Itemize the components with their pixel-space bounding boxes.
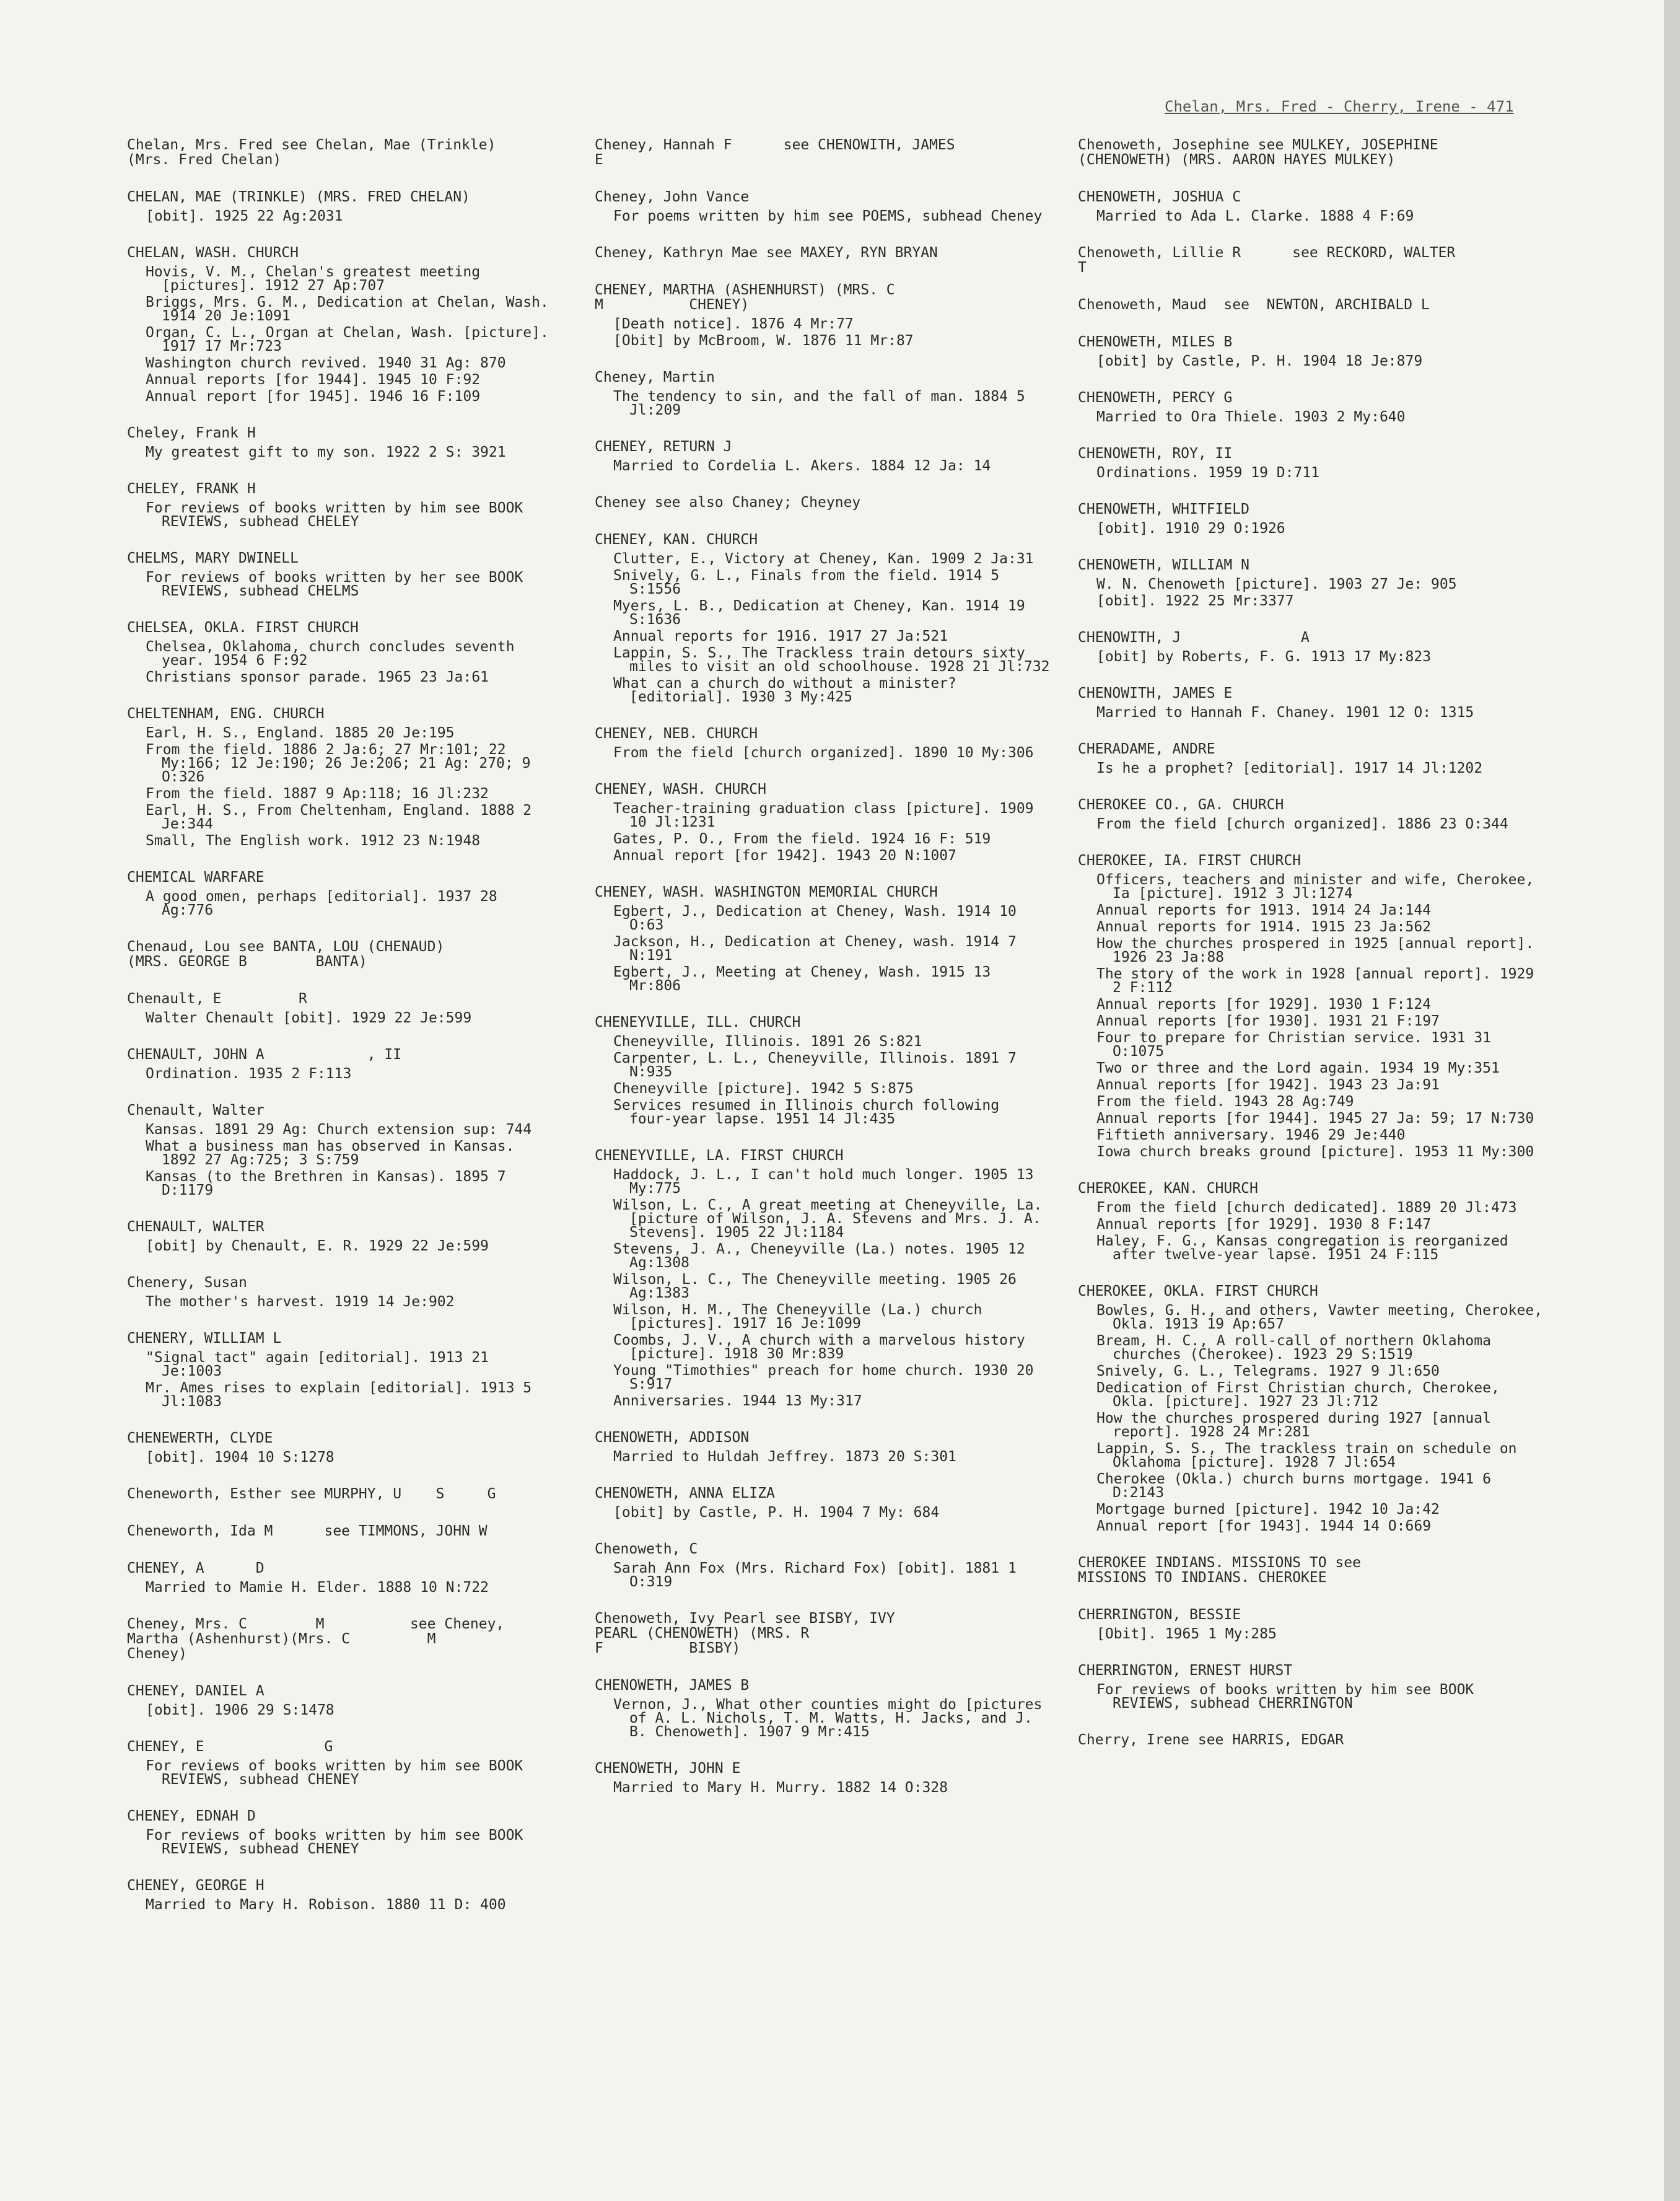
index-entry: [127, 939, 554, 969]
index-entry: [595, 439, 1050, 473]
index-entry: [595, 726, 1050, 760]
entry-citation: From the field. 1887 9 Ap:118; 16 Jl:232: [146, 786, 489, 802]
index-entry: [1078, 630, 1549, 664]
entry-citation: Married to Cordelia L. Akers. 1884 12 Ja: 14: [613, 458, 991, 474]
index-entry: [127, 426, 554, 459]
index-entry: [595, 138, 1050, 167]
entry-heading: Chenaud, Lou see BANTA, LOU (CHENAUD) (MRS. GEORGE B BANTA): [127, 939, 445, 970]
index-entry: [127, 190, 554, 223]
entry-citation: Iowa church breaks ground [picture]. 1953 11 My:300: [1096, 1144, 1534, 1160]
entry-citation: Kansas. 1891 29 Ag: Church extension sup: 744: [146, 1122, 532, 1138]
entry-citation: Married to Mamie H. Elder. 1888 10 N:722: [146, 1579, 489, 1596]
column-3: [1078, 138, 1549, 1770]
entry-heading: CHENOWETH, PERCY G: [1078, 390, 1233, 406]
entry-citation: For reviews of books written by him see BOOK REVIEWS, subhead CHERRINGTON: [1096, 1682, 1483, 1711]
entry-citation: Clutter, E., Victory at Cheney, Kan. 1909 2 Ja:31: [613, 551, 1034, 567]
entry-heading: Cherry, Irene see HARRIS, EDGAR: [1078, 1732, 1344, 1748]
index-entry: [127, 1275, 554, 1309]
entry-citation: The mother's harvest. 1919 14 Je:902: [146, 1294, 455, 1310]
entry-citation: For reviews of books written by him see BOOK REVIEWS, subhead CHELEY: [146, 500, 532, 530]
index-entry: [595, 495, 1050, 510]
entry-heading: CHENOWETH, JOSHUA C: [1078, 189, 1241, 205]
entry-citation: Bowles, G. H., and others, Vawter meeting, Cherokee, Okla. 1913 19 Ap:657: [1096, 1303, 1551, 1332]
entry-heading: CHELEY, FRANK H: [127, 481, 256, 497]
entry-citation: Annual report [for 1942]. 1943 20 N:1007: [613, 848, 956, 864]
entry-citation: Cheneyville [picture]. 1942 5 S:875: [613, 1081, 914, 1097]
entry-citation: For poems written by him see POEMS, subhead Cheney: [613, 208, 1043, 224]
index-entry: [127, 870, 554, 917]
entry-heading: CHEROKEE, KAN. CHURCH: [1078, 1180, 1258, 1197]
entry-heading: CHEROKEE INDIANS. MISSIONS TO see MISSIONS TO INDIANS. CHEROKEE: [1078, 1555, 1361, 1586]
entry-citation: From the field [church organized]. 1890 10 My:306: [613, 745, 1034, 761]
entry-citation: Hovis, V. M., Chelan's greatest meeting [pictures]. 1912 27 Ap:707: [146, 264, 489, 294]
entry-citation: For reviews of books written by him see BOOK REVIEWS, subhead CHENEY: [146, 1758, 532, 1788]
index-entry: [595, 782, 1050, 863]
entry-heading: Cheneworth, Esther see MURPHY, U S G: [127, 1486, 496, 1502]
entry-heading: CHENEY, RETURN J: [595, 439, 732, 455]
index-entry: [127, 245, 558, 405]
entry-citation: [obit] by Castle, P. H. 1904 7 My: 684: [613, 1505, 940, 1521]
entry-citation: Snively, G. L., Telegrams. 1927 9 Jl:650: [1096, 1363, 1440, 1379]
entry-citation: Vernon, J., What other counties might do [pictures of A. L. Nichols, T. M. Watts, H. Jacks, and J. B. Chenoweth]. 1907 9 Mr:415: [613, 1697, 1051, 1740]
entry-citation: Annual reports [for 1929]. 1930 1 F:124: [1096, 996, 1432, 1013]
entry-heading: CHERADAME, ANDRE: [1078, 741, 1215, 757]
entry-heading: CHENOWETH, JOHN E: [595, 1760, 741, 1777]
entry-citation: Annual reports [for 1942]. 1943 23 Ja:91: [1096, 1077, 1440, 1093]
entry-heading: CHELTENHAM, ENG. CHURCH: [127, 706, 325, 722]
entry-citation: From the field [church organized]. 1886 23 O:344: [1096, 816, 1508, 832]
entry-citation: How the churches prospered during 1927 [annual report]. 1928 24 Mr:281: [1096, 1410, 1500, 1440]
entry-heading: CHENEWERTH, CLYDE: [127, 1430, 273, 1446]
column-2: [595, 138, 1050, 1817]
index-entry: [127, 1103, 554, 1197]
entry-heading: CHENOWITH, JAMES E: [1078, 685, 1233, 701]
index-entry: [1078, 446, 1549, 480]
entry-citation: Teacher-training graduation class [picture]. 1909 10 Jl:1231: [613, 801, 1043, 830]
entry-heading: CHENERY, WILLIAM L: [127, 1330, 282, 1347]
entry-heading: CHEROKEE, OKLA. FIRST CHURCH: [1078, 1283, 1318, 1299]
index-entry: [595, 1148, 1050, 1408]
index-entry: [595, 532, 1050, 704]
entry-citation: From the field. 1943 28 Ag:749: [1096, 1094, 1354, 1110]
entry-heading: Chenoweth, Maud see NEWTON, ARCHIBALD L: [1078, 297, 1430, 313]
index-entry: [127, 991, 554, 1025]
entry-citation: [obit] by Castle, P. H. 1904 18 Je:879: [1096, 353, 1423, 369]
index-entry: [595, 190, 1050, 223]
entry-citation: Mr. Ames rises to explain [editorial]. 1913 5 Jl:1083: [146, 1380, 540, 1410]
index-entry: [1078, 1555, 1549, 1585]
entry-heading: CHENEYVILLE, LA. FIRST CHURCH: [595, 1148, 844, 1164]
page-header: Chelan, Mrs. Fred - Cherry, Irene - 471: [1165, 98, 1514, 115]
index-entry: [1078, 297, 1549, 312]
entry-citation: Married to Ada L. Clarke. 1888 4 F:69: [1096, 208, 1414, 224]
entry-citation: Married to Mary H. Robison. 1880 11 D: 400: [146, 1897, 506, 1913]
entry-citation: Wilson, H. M., The Cheneyville (La.) church [pictures]. 1917 16 Je:1099: [613, 1302, 991, 1332]
entry-heading: CHENEY, DANIEL A: [127, 1683, 265, 1699]
index-entry: [595, 283, 1050, 348]
entry-citation: Young "Timothies" preach for home church. 1930 20 S:917: [613, 1363, 1043, 1392]
index-entry: [127, 138, 554, 167]
index-entry: [595, 245, 1050, 260]
entry-citation: Egbert, J., Meeting at Cheney, Wash. 1915 13 Mr:806: [613, 964, 1000, 994]
entry-heading: CHENEY, WASH. WASHINGTON MEMORIAL CHURCH: [595, 884, 938, 900]
index-entry: [595, 1486, 1050, 1519]
entry-citation: W. N. Chenoweth [picture]. 1903 27 Je: 905: [1096, 576, 1457, 592]
index-entry: [1078, 742, 1549, 775]
index-entry: [1078, 190, 1549, 223]
entry-heading: Chenoweth, Lillie R see RECKORD, WALTER T: [1078, 245, 1456, 276]
entry-citation: Organ, C. L., Organ at Chelan, Wash. [picture]. 1917 17 Mr:723: [146, 325, 558, 354]
entry-citation: Four to prepare for Christian service. 1931 31 O:1075: [1096, 1030, 1500, 1060]
entry-heading: Cheney, Mrs. C M see Cheney, Martha (Ashenhurst)(Mrs. C M Cheney): [127, 1616, 505, 1662]
entry-heading: Chenoweth, C: [595, 1541, 698, 1557]
entry-citation: Jackson, H., Dedication at Cheney, wash. 1914 7 N:191: [613, 934, 1025, 964]
index-entry: [127, 1047, 554, 1081]
entry-citation: For reviews of books written by her see BOOK REVIEWS, subhead CHELMS: [146, 569, 532, 599]
entry-heading: CHELAN, WASH. CHURCH: [127, 245, 299, 261]
index-entry: [127, 1219, 554, 1253]
entry-heading: CHENOWETH, WILLIAM N: [1078, 557, 1249, 573]
entry-citation: Annual reports [for 1944]. 1945 27 Ja: 59; 17 N:730: [1096, 1110, 1534, 1127]
entry-citation: Kansas (to the Brethren in Kansas). 1895 7 D:1179: [146, 1169, 515, 1198]
entry-heading: Chelan, Mrs. Fred see Chelan, Mae (Trinkle) (Mrs. Fred Chelan): [127, 137, 496, 168]
entry-citation: Annual reports [for 1944]. 1945 10 F:92: [146, 372, 481, 388]
entry-citation: [Obit] by McBroom, W. 1876 11 Mr:87: [613, 333, 914, 349]
entry-citation: Married to Mary H. Murry. 1882 14 O:328: [613, 1780, 948, 1796]
entry-heading: Cheney, John Vance: [595, 189, 750, 205]
entry-citation: Carpenter, L. L., Cheneyville, Illinois. 1891 7 N:935: [613, 1050, 1025, 1080]
index-entry: [127, 706, 554, 848]
index-entry: [127, 1878, 554, 1912]
index-entry: [127, 1331, 554, 1408]
entry-heading: Chenoweth, Ivy Pearl see BISBY, IVY PEARL (CHENOWETH) (MRS. R F BISBY): [595, 1610, 895, 1656]
entry-heading: CHENAULT, WALTER: [127, 1219, 265, 1235]
entry-heading: Chenault, Walter: [127, 1102, 265, 1118]
entry-citation: Annual reports for 1913. 1914 24 Ja:144: [1096, 902, 1432, 918]
entry-citation: [Obit]. 1965 1 My:285: [1096, 1626, 1277, 1642]
entry-citation: Wilson, L. C., A great meeting at Cheneyville, La. [picture of Wilson, J. A. Stevens and Mrs. J. A. Stevens]. 1905 22 Jl:1184: [613, 1197, 1051, 1241]
index-entry: [595, 1761, 1050, 1795]
entry-citation: Fiftieth anniversary. 1946 29 Je:440: [1096, 1127, 1406, 1143]
entry-citation: Anniversaries. 1944 13 My:317: [613, 1393, 862, 1409]
index-entry: [595, 370, 1050, 417]
index-entry: [1078, 1284, 1549, 1533]
index-entry: [127, 1487, 554, 1501]
entry-heading: CHENOWETH, ANNA ELIZA: [595, 1485, 775, 1501]
entry-citation: Is he a prophet? [editorial]. 1917 14 Jl:1202: [1096, 760, 1483, 776]
entry-heading: Cheley, Frank H: [127, 425, 256, 441]
index-entry: [1078, 1733, 1549, 1747]
entry-heading: Chenault, E R: [127, 991, 307, 1007]
entry-citation: Christians sponsor parade. 1965 23 Ja:61: [146, 669, 489, 685]
entry-citation: From the field [church dedicated]. 1889 20 Jl:473: [1096, 1200, 1517, 1216]
entry-heading: CHENEY, MARTHA (ASHENHURST) (MRS. C M CHENEY): [595, 282, 895, 313]
index-entry: [595, 1542, 1050, 1589]
entry-citation: Annual reports [for 1930]. 1931 21 F:197: [1096, 1013, 1440, 1029]
entry-citation: Cheneyville, Illinois. 1891 26 S:821: [613, 1034, 922, 1050]
index-entry: [1078, 335, 1549, 368]
entry-citation: Myers, L. B., Dedication at Cheney, Kan. 1914 19 S:1636: [613, 598, 1034, 628]
entry-citation: Lappin, S. S., The trackless train on schedule on Oklahoma [picture]. 1928 7 Jl:654: [1096, 1441, 1526, 1470]
index-entry: [1078, 245, 1549, 275]
entry-heading: Cheneworth, Ida M see TIMMONS, JOHN W: [127, 1523, 488, 1539]
index-entry: [1078, 1607, 1549, 1641]
entry-citation: Briggs, Mrs. G. M., Dedication at Chelan, Wash. 1914 20 Je:1091: [146, 294, 558, 324]
entry-citation: The tendency to sin, and the fall of man. 1884 5 Jl:209: [613, 389, 1034, 418]
index-entry: [595, 1430, 1050, 1464]
entry-heading: CHENOWETH, MILES B: [1078, 334, 1233, 350]
entry-heading: Chenoweth, Josephine see MULKEY, JOSEPHINE (CHENOWETH) (MRS. AARON HAYES MULKEY): [1078, 137, 1438, 168]
entry-heading: CHERRINGTON, ERNEST HURST: [1078, 1663, 1293, 1679]
index-entry: [1078, 686, 1549, 719]
index-entry: [595, 1678, 1050, 1739]
entry-heading: CHERRINGTON, BESSIE: [1078, 1607, 1241, 1623]
entry-citation: Stevens, J. A., Cheneyville (La.) notes. 1905 12 Ag:1308: [613, 1241, 1034, 1271]
entry-citation: Married to Hannah F. Chaney. 1901 12 O: 1315: [1096, 705, 1474, 721]
index-entry: [127, 481, 554, 529]
entry-citation: What can a church do without a minister? [editorial]. 1930 3 My:425: [613, 675, 965, 705]
entry-citation: Officers, teachers and minister and wife, Cherokee, Ia [picture]. 1912 3 Jl:1274: [1096, 872, 1543, 902]
entry-citation: Washington church revived. 1940 31 Ag: 870: [146, 355, 506, 371]
entry-heading: CHENEY, GEORGE H: [127, 1878, 265, 1894]
entry-citation: Walter Chenault [obit]. 1929 22 Je:599: [146, 1010, 472, 1026]
entry-citation: Lappin, S. S., The Trackless train detours sixty miles to visit an old schoolhouse. 1928 21 Jl:732: [613, 645, 1050, 675]
entry-heading: CHEROKEE CO., GA. CHURCH: [1078, 797, 1284, 813]
entry-heading: CHENOWETH, ROY, II: [1078, 446, 1233, 462]
index-entry: [1078, 1663, 1549, 1710]
entry-citation: [obit]. 1910 29 O:1926: [1096, 521, 1285, 537]
entry-heading: CHENAULT, JOHN A , II: [127, 1047, 402, 1063]
index-entry: [1078, 502, 1549, 535]
index-entry: [127, 1524, 554, 1539]
entry-heading: CHELMS, MARY DWINELL: [127, 550, 299, 566]
index-entry: [127, 1809, 554, 1856]
entry-citation: Services resumed in Illinois church following four-year lapse. 1951 14 Jl:435: [613, 1097, 1008, 1127]
entry-citation: For reviews of books written by him see BOOK REVIEWS, subhead CHENEY: [146, 1827, 532, 1857]
entry-citation: Cherokee (Okla.) church burns mortgage. 1941 6 D:2143: [1096, 1471, 1500, 1501]
entry-citation: Annual report [for 1943]. 1944 14 O:669: [1096, 1518, 1432, 1534]
index-entry: [595, 885, 1050, 993]
entry-citation: Earl, H. S., From Cheltenham, England. 1888 2 Je:344: [146, 802, 540, 832]
entry-citation: Ordination. 1935 2 F:113: [146, 1066, 352, 1082]
entry-citation: Ordinations. 1959 19 D:711: [1096, 465, 1320, 481]
entry-citation: Dedication of First Christian church, Cherokee, Okla. [picture]. 1927 23 Jl:712: [1096, 1380, 1508, 1410]
entry-heading: CHELSEA, OKLA. FIRST CHURCH: [127, 620, 359, 636]
entry-heading: Cheney, Hannah F see CHENOWITH, JAMES E: [595, 137, 955, 168]
index-entry: [1078, 138, 1549, 167]
entry-citation: Small, The English work. 1912 23 N:1948: [146, 833, 481, 849]
entry-citation: Annual reports for 1914. 1915 23 Ja:562: [1096, 919, 1432, 935]
entry-citation: Snively, G. L., Finals from the field. 1914 5 S:1556: [613, 568, 1008, 597]
index-entry: [1078, 1181, 1549, 1262]
entry-heading: CHENEY, WASH. CHURCH: [595, 781, 766, 797]
entry-citation: Two or three and the Lord again. 1934 19 My:351: [1096, 1060, 1500, 1076]
index-entry: [127, 1431, 554, 1464]
entry-heading: Cheney, Martin: [595, 369, 715, 385]
entry-citation: Gates, P. O., From the field. 1924 16 F: 519: [613, 831, 991, 847]
entry-citation: Annual report [for 1945]. 1946 16 F:109: [146, 389, 481, 405]
entry-citation: "Signal tact" again [editorial]. 1913 21 Je:1003: [146, 1350, 497, 1379]
entry-citation: [Death notice]. 1876 4 Mr:77: [613, 316, 854, 332]
entry-citation: Coombs, J. V., A church with a marvelous history [picture]. 1918 30 Mr:839: [613, 1332, 1034, 1362]
entry-citation: Mortgage burned [picture]. 1942 10 Ja:42: [1096, 1501, 1440, 1518]
entry-citation: [obit] by Chenault, E. R. 1929 22 Je:599: [146, 1238, 489, 1254]
entry-heading: Cheney see also Chaney; Cheyney: [595, 494, 861, 511]
entry-citation: Annual reports for 1916. 1917 27 Ja:521: [613, 628, 948, 644]
entry-heading: CHENEY, EDNAH D: [127, 1808, 256, 1824]
entry-citation: [obit]. 1904 10 S:1278: [146, 1449, 335, 1465]
entry-heading: CHELAN, MAE (TRINKLE) (MRS. FRED CHELAN): [127, 189, 470, 205]
entry-citation: Sarah Ann Fox (Mrs. Richard Fox) [obit]. 1881 1 O:319: [613, 1560, 1025, 1590]
entry-citation: Wilson, L. C., The Cheneyville meeting. 1905 26 Ag:1383: [613, 1272, 1025, 1301]
entry-citation: From the field. 1886 2 Ja:6; 27 Mr:101; 22 My:166; 12 Je:190; 26 Je:206; 21 Ag: 270; 9 O:326: [146, 742, 540, 785]
index-entry: [1078, 558, 1549, 608]
index-entry: [127, 620, 554, 684]
index-entry: [127, 1561, 554, 1594]
entry-heading: CHEMICAL WARFARE: [127, 869, 265, 885]
entry-citation: How the churches prospered in 1925 [annual report]. 1926 23 Ja:88: [1096, 936, 1543, 965]
entry-citation: Haddock, J. L., I can't hold much longer. 1905 13 My:775: [613, 1167, 1043, 1197]
index-entry: [1078, 390, 1549, 424]
entry-heading: CHENOWETH, JAMES B: [595, 1677, 750, 1694]
index-entry: [1078, 853, 1549, 1159]
column-1: [127, 137, 558, 1934]
index-entry: [127, 1684, 554, 1717]
index-entry: [595, 1611, 1050, 1656]
entry-heading: CHEROKEE, IA. FIRST CHURCH: [1078, 853, 1302, 869]
index-entry: [127, 551, 554, 598]
entry-heading: CHENOWETH, WHITFIELD: [1078, 501, 1249, 517]
entry-heading: CHENEY, KAN. CHURCH: [595, 532, 758, 548]
entry-citation: Haley, F. G., Kansas congregation is reorganized after twelve-year lapse. 1951 24 F:115: [1096, 1233, 1517, 1263]
entry-citation: Married to Ora Thiele. 1903 2 My:640: [1096, 409, 1406, 425]
entry-citation: A good omen, perhaps [editorial]. 1937 28 Ag:776: [146, 889, 506, 918]
index-entry: [1078, 797, 1549, 831]
entry-citation: [obit] by Roberts, F. G. 1913 17 My:823: [1096, 649, 1432, 665]
entry-heading: CHENOWITH, J A: [1078, 630, 1310, 646]
entry-heading: Cheney, Kathryn Mae see MAXEY, RYN BRYAN: [595, 245, 938, 261]
entry-citation: [obit]. 1906 29 S:1478: [146, 1702, 335, 1718]
entry-citation: My greatest gift to my son. 1922 2 S: 3921: [146, 444, 506, 460]
entry-citation: The story of the work in 1928 [annual report]. 1929 2 F:112: [1096, 966, 1543, 996]
entry-heading: CHENEY, E G: [127, 1739, 333, 1755]
entry-citation: [obit]. 1922 25 Mr:3377: [1096, 593, 1294, 609]
page-edge: [1664, 0, 1680, 2201]
index-entry: [127, 1617, 554, 1661]
entry-heading: CHENOWETH, ADDISON: [595, 1430, 750, 1446]
index-entry: [127, 1739, 554, 1786]
entry-citation: Chelsea, Oklahoma, church concludes seventh year. 1954 6 F:92: [146, 639, 523, 669]
entry-citation: [obit]. 1925 22 Ag:2031: [146, 208, 343, 224]
entry-heading: CHENEY, NEB. CHURCH: [595, 726, 758, 742]
entry-heading: CHENEYVILLE, ILL. CHURCH: [595, 1014, 801, 1030]
entry-citation: What a business man has observed in Kansas. 1892 27 Ag:725; 3 S:759: [146, 1138, 523, 1168]
entry-heading: Chenery, Susan: [127, 1275, 247, 1291]
entry-citation: Earl, H. S., England. 1885 20 Je:195: [146, 725, 455, 741]
entry-citation: Bream, H. C., A roll-call of northern Oklahoma churches (Cherokee). 1923 29 S:1519: [1096, 1333, 1500, 1363]
entry-citation: Egbert, J., Dedication at Cheney, Wash. 1914 10 O:63: [613, 903, 1025, 933]
entry-citation: Annual reports [for 1929]. 1930 8 F:147: [1096, 1216, 1432, 1232]
entry-heading: CHENEY, A D: [127, 1560, 265, 1576]
index-entry: [595, 1015, 1050, 1126]
entry-citation: Married to Huldah Jeffrey. 1873 20 S:301: [613, 1449, 956, 1465]
